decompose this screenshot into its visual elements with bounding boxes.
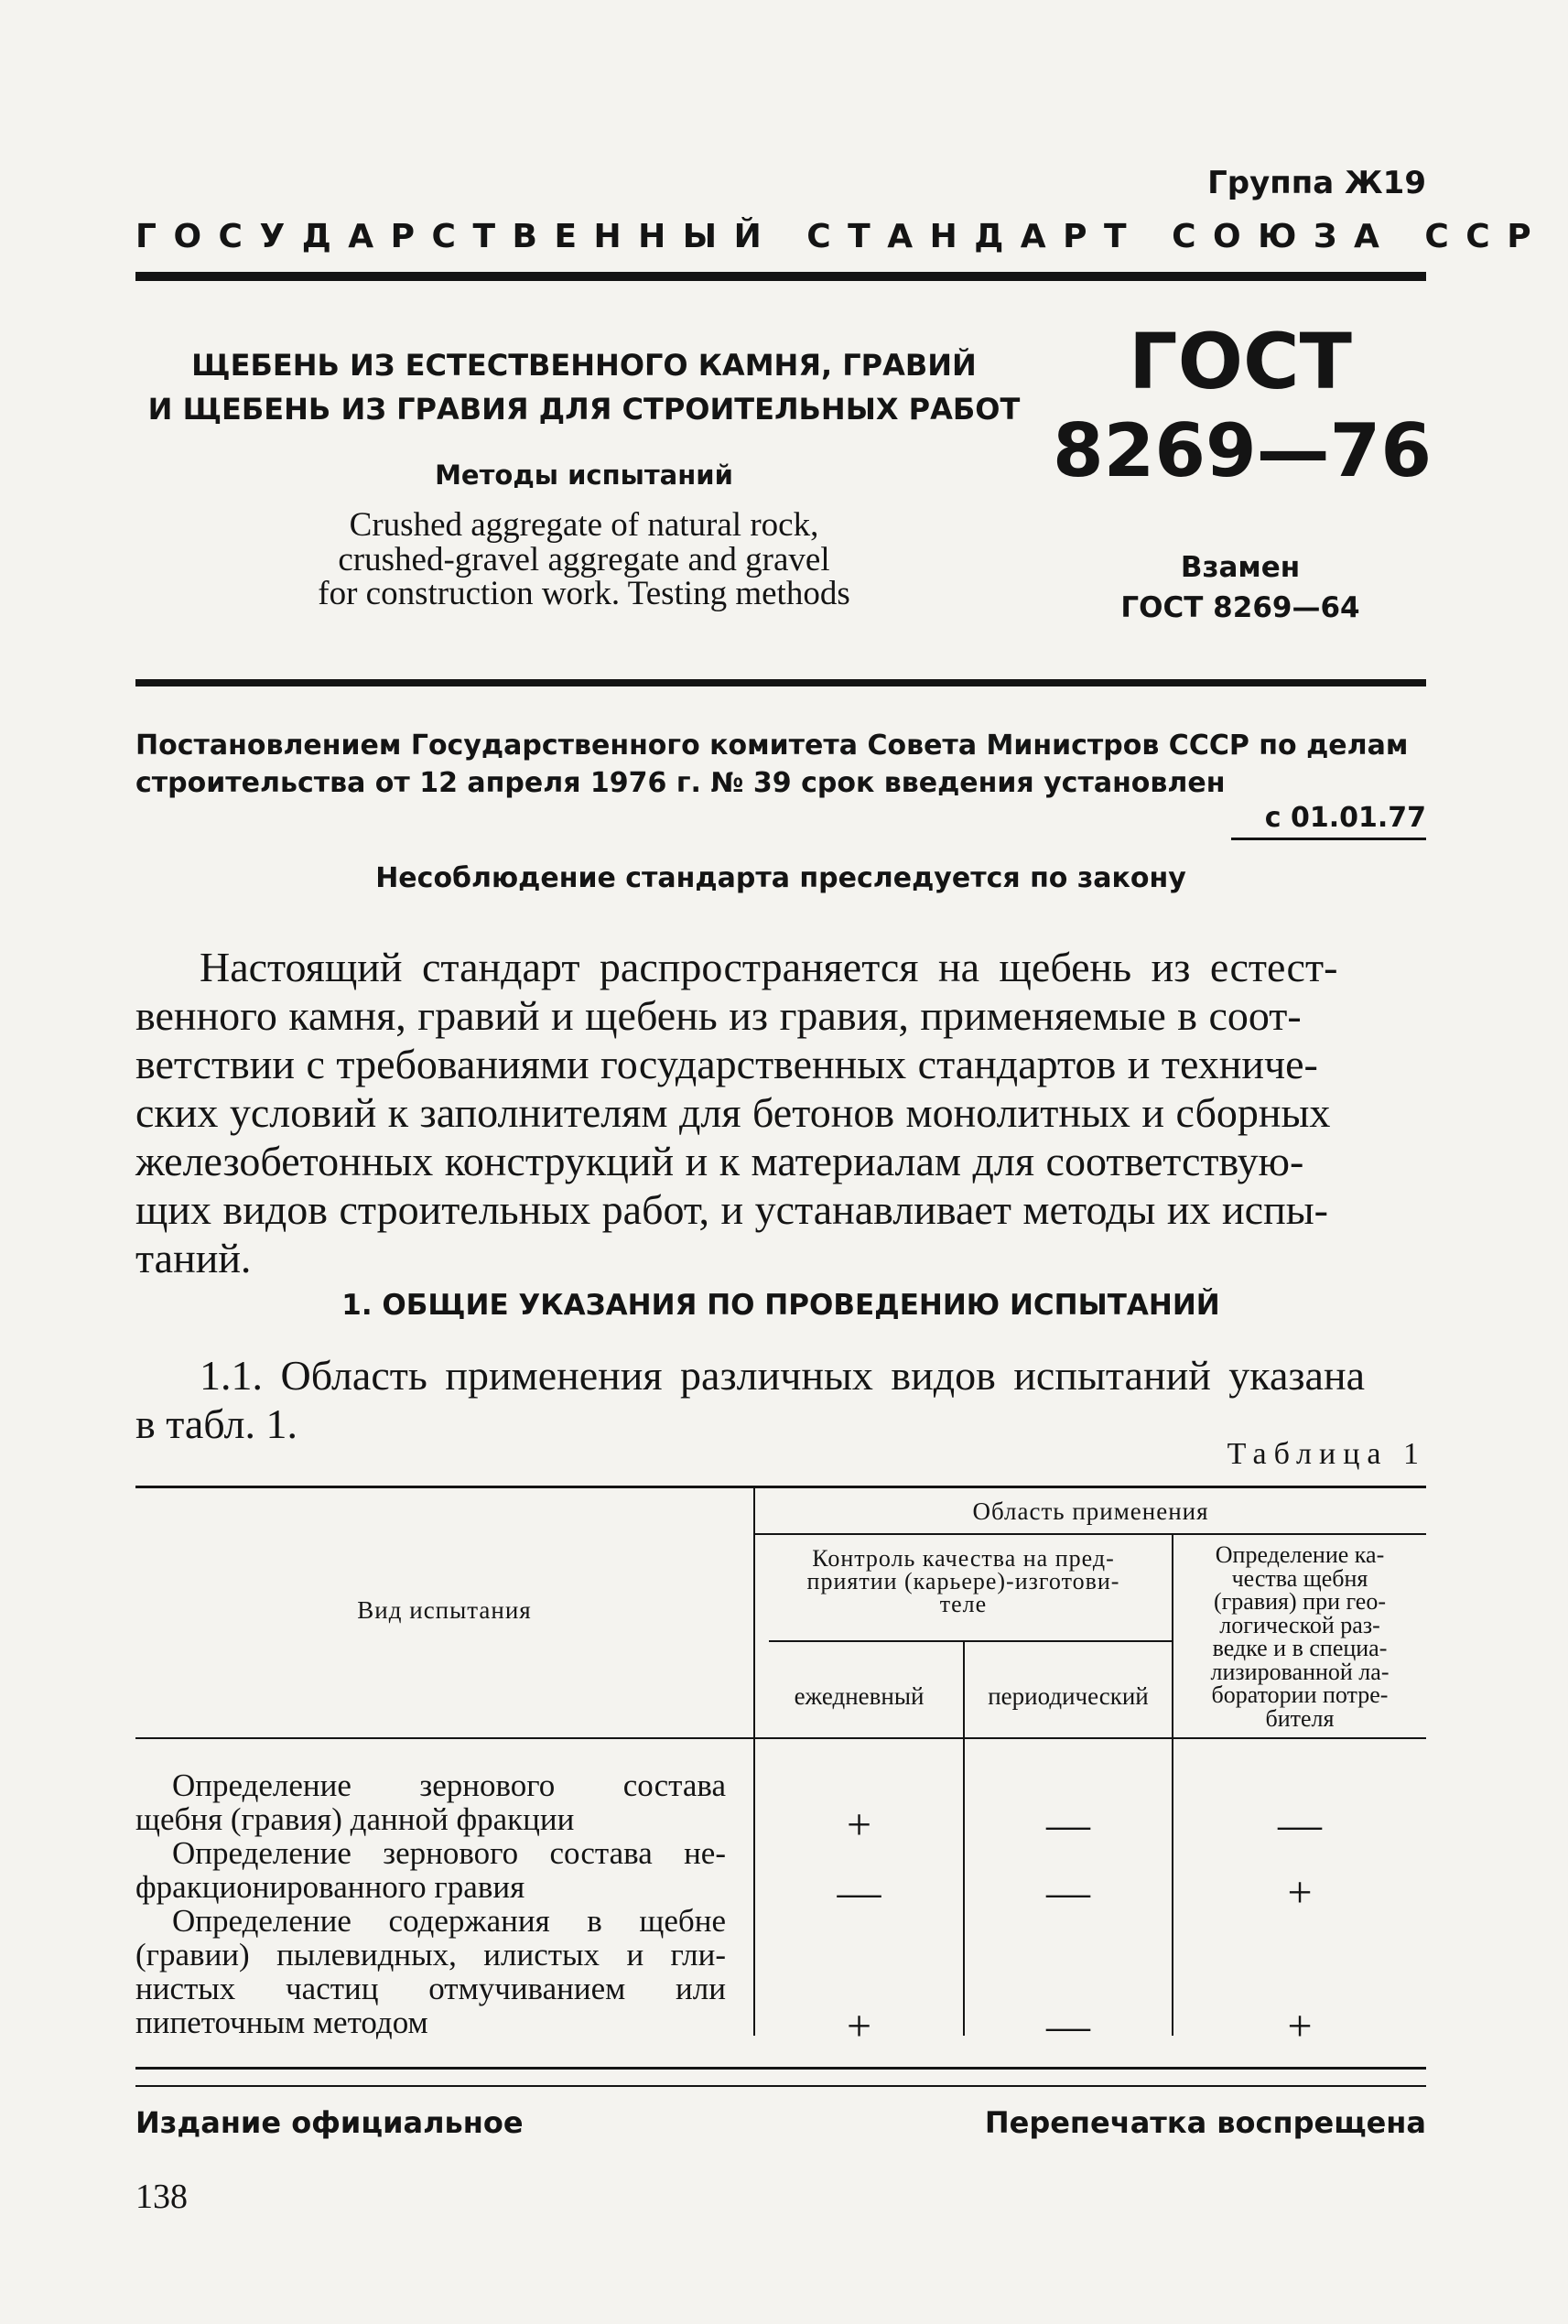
header-scope: Область применения xyxy=(972,1497,1209,1525)
row-1-quality: — xyxy=(1278,1800,1322,1849)
table-row-1-label xyxy=(135,1768,726,1836)
row-3-daily: + xyxy=(846,2002,872,2050)
row-2-daily: — xyxy=(837,1868,881,1917)
row-text-line: щебня (гравия) данной фракции xyxy=(135,1801,575,1837)
law-notice: Несоблюдение стандарта преследуется по закону xyxy=(375,862,1186,894)
intro-line-5: железобетонных конструкций и к материалам для соответствую- xyxy=(135,1138,1304,1184)
row-text-line: фракционированного гравия xyxy=(135,1869,525,1905)
table-top-rule xyxy=(135,1486,1426,1488)
header-quality xyxy=(1173,1543,1426,1730)
intro-line-7: таний. xyxy=(135,1235,252,1281)
table-head-bottom-rule xyxy=(135,1737,1426,1739)
standard-line: ГОСУДАРСТВЕННЫЙ СТАНДАРТ СОЮЗА ССР xyxy=(135,218,1549,255)
header-quality-line: лизированной ла- xyxy=(1210,1658,1390,1685)
header-quality-line: ведке и в специа- xyxy=(1212,1635,1388,1661)
section-1-para-line-2: в табл. 1. xyxy=(135,1400,298,1447)
footer-rule xyxy=(135,2085,1426,2087)
intro-line-6: щих видов строительных работ, и устанавливает методы их испы- xyxy=(135,1186,1328,1233)
english-title-line-2: crushed-gravel aggregate and gravel xyxy=(338,541,830,578)
title-line-2: И ЩЕБЕНЬ ИЗ ГРАВИЯ ДЛЯ СТРОИТЕЛЬНЫХ РАБОТ xyxy=(147,392,1021,427)
footer-official-edition: Издание официальное xyxy=(135,2105,524,2140)
section-1-heading: 1. ОБЩИЕ УКАЗАНИЯ ПО ПРОВЕДЕНИЮ ИСПЫТАНИЙ xyxy=(341,1289,1220,1322)
table-scope-rule xyxy=(753,1533,1426,1535)
page-number: 138 xyxy=(135,2178,188,2216)
header-quality-line: Определение ка- xyxy=(1215,1541,1385,1568)
decree-line-2: строительства от 12 апреля 1976 г. № 39 срок введения установлен xyxy=(135,767,1226,799)
english-title-line-1: Crushed aggregate of natural rock, xyxy=(349,506,819,544)
row-text-line: (гравии) пылевидных, илистых и гли- xyxy=(135,1937,726,1973)
gost-number: 8269—76 xyxy=(1053,408,1432,493)
row-3-periodic: — xyxy=(1046,2002,1090,2050)
replaces-label: Взамен xyxy=(1180,551,1301,584)
row-text-line: нистых частиц отмучиванием или xyxy=(135,1971,726,2006)
row-2-periodic: — xyxy=(1046,1868,1090,1917)
decree-line-1: Постановлением Государственного комитета Совета Министров СССР по делам xyxy=(135,730,1409,762)
header-quality-line: боратории потре- xyxy=(1211,1681,1389,1708)
header-quality-line: (гравия) при гео- xyxy=(1213,1588,1387,1615)
table-row-3-label xyxy=(135,1904,726,2039)
row-text-line: пипеточным методом xyxy=(135,2005,428,2040)
row-text-line: Определение зернового состава не- xyxy=(172,1835,726,1871)
methods-subtitle: Методы испытаний xyxy=(435,459,733,491)
decree-date: с 01.01.77 xyxy=(1264,802,1426,834)
group-label: Группа Ж19 xyxy=(1207,165,1426,201)
header-daily: ежедневный xyxy=(794,1682,925,1710)
header-control xyxy=(755,1547,1172,1616)
replaces-value: ГОСТ 8269—64 xyxy=(1120,591,1360,624)
header-test-type: Вид испытания xyxy=(357,1596,532,1624)
header-control-line: Контроль качества на пред- xyxy=(812,1545,1115,1572)
title-line-1: ЩЕБЕНЬ ИЗ ЕСТЕСТВЕННОГО КАМНЯ, ГРАВИЙ xyxy=(191,348,977,383)
row-text-line: Определение содержания в щебне xyxy=(172,1903,726,1939)
header-control-line: теле xyxy=(939,1591,988,1617)
footer-reprint-prohibited: Перепечатка воспрещена xyxy=(984,2105,1426,2140)
decree-date-underline xyxy=(1231,838,1426,840)
header-periodic: периодический xyxy=(988,1682,1149,1710)
english-title-line-3: for construction work. Testing methods xyxy=(318,575,850,612)
intro-line-2: венного камня, гравий и щебень из гравия, применяемые в соот- xyxy=(135,992,1302,1039)
header-control-line: приятии (карьере)-изготови- xyxy=(806,1568,1120,1594)
table-control-rule xyxy=(769,1640,1172,1642)
header-quality-line: бителя xyxy=(1265,1704,1335,1732)
section-1-para-line-1: 1.1. Область применения различных видов испытаний указана xyxy=(200,1352,1365,1399)
intro-line-4: ских условий к заполнителям для бетонов монолитных и сборных xyxy=(135,1089,1331,1136)
gost-label: ГОСТ xyxy=(1129,317,1352,406)
table-row-2-label xyxy=(135,1836,726,1904)
header-quality-line: чества щебня xyxy=(1231,1564,1368,1592)
row-1-periodic: — xyxy=(1046,1800,1090,1849)
row-3-quality: + xyxy=(1287,2002,1313,2050)
row-text-line: Определение зернового состава xyxy=(172,1767,726,1803)
title-block-thick-rule xyxy=(135,679,1426,686)
table-caption: Таблица 1 xyxy=(1227,1437,1426,1471)
intro-line-1: Настоящий стандарт распространяется на щебень из естест- xyxy=(200,944,1338,990)
intro-line-3: ветствии с требованиями государственных стандартов и техниче- xyxy=(135,1041,1318,1087)
header-quality-line: логической раз- xyxy=(1219,1611,1380,1638)
header-thick-rule xyxy=(135,272,1426,281)
row-1-daily: + xyxy=(846,1800,872,1849)
table-bottom-rule xyxy=(135,2067,1426,2070)
row-2-quality: + xyxy=(1287,1868,1313,1917)
